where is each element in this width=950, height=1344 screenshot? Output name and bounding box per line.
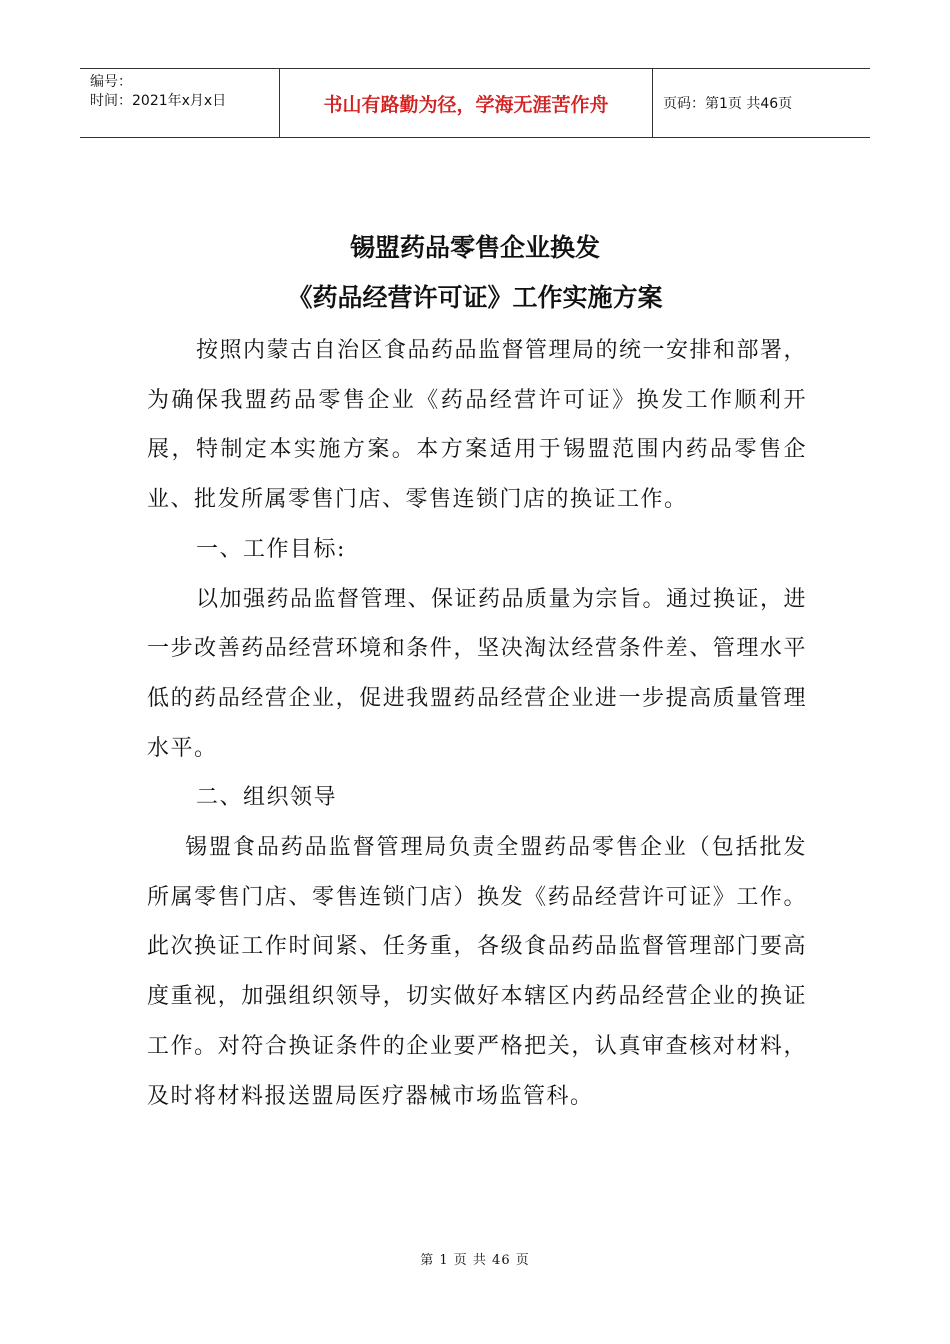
header-page-info: 页码：第1页 共46页 xyxy=(663,96,793,112)
time-label: 时间：2021年x月x日 xyxy=(90,93,227,109)
header-motto: 书山有路勤为径，学海无涯苦作舟 xyxy=(280,69,653,137)
page-footer: 第 1 页 共 46 页 xyxy=(420,1253,530,1268)
header-meta xyxy=(80,69,280,137)
section1-paragraph: 以加强药品监督管理、保证药品质量为宗旨。通过换证，进一步改善药品经营环境和条件，坚决淘汰经营条件差、管理水平低的药品经营企业，促进我盟药品经营企业进一步提高质量管理水平。 xyxy=(147,586,808,761)
section1-heading: 一、工作目标: xyxy=(196,536,346,562)
document-title-line1: 锡盟药品零售企业换发 xyxy=(349,233,600,262)
number-label: 编号： xyxy=(90,74,132,90)
section2-heading: 二、组织领导 xyxy=(196,785,338,811)
header-table xyxy=(80,68,870,138)
section2-paragraph: 锡盟食品药品监督管理局负责全盟药品零售企业（包括批发所属零售门店、零售连锁门店）换发《药品经营许可证》工作。此次换证工作时间紧、任务重，各级食品药品监督管理部门要高度重视，加强组织领导，切实做好本辖区内药品经营企业的换证工作。对符合换证条件的企业要严格把关，认真审查核对材料，及时将材料报送盟局医疗器械市场监管科。 xyxy=(147,835,807,1109)
intro-paragraph: 按照内蒙古自治区食品药品监督管理局的统一安排和部署，为确保我盟药品零售企业《药品经营许可证》换发工作顺利开展，特制定本实施方案。本方案适用于锡盟范围内药品零售企业、批发所属零售门店、零售连锁门店的换证工作。 xyxy=(147,338,808,513)
document-title-line2: 《药品经营许可证》工作实施方案 xyxy=(287,283,663,312)
document-body xyxy=(147,326,807,1121)
